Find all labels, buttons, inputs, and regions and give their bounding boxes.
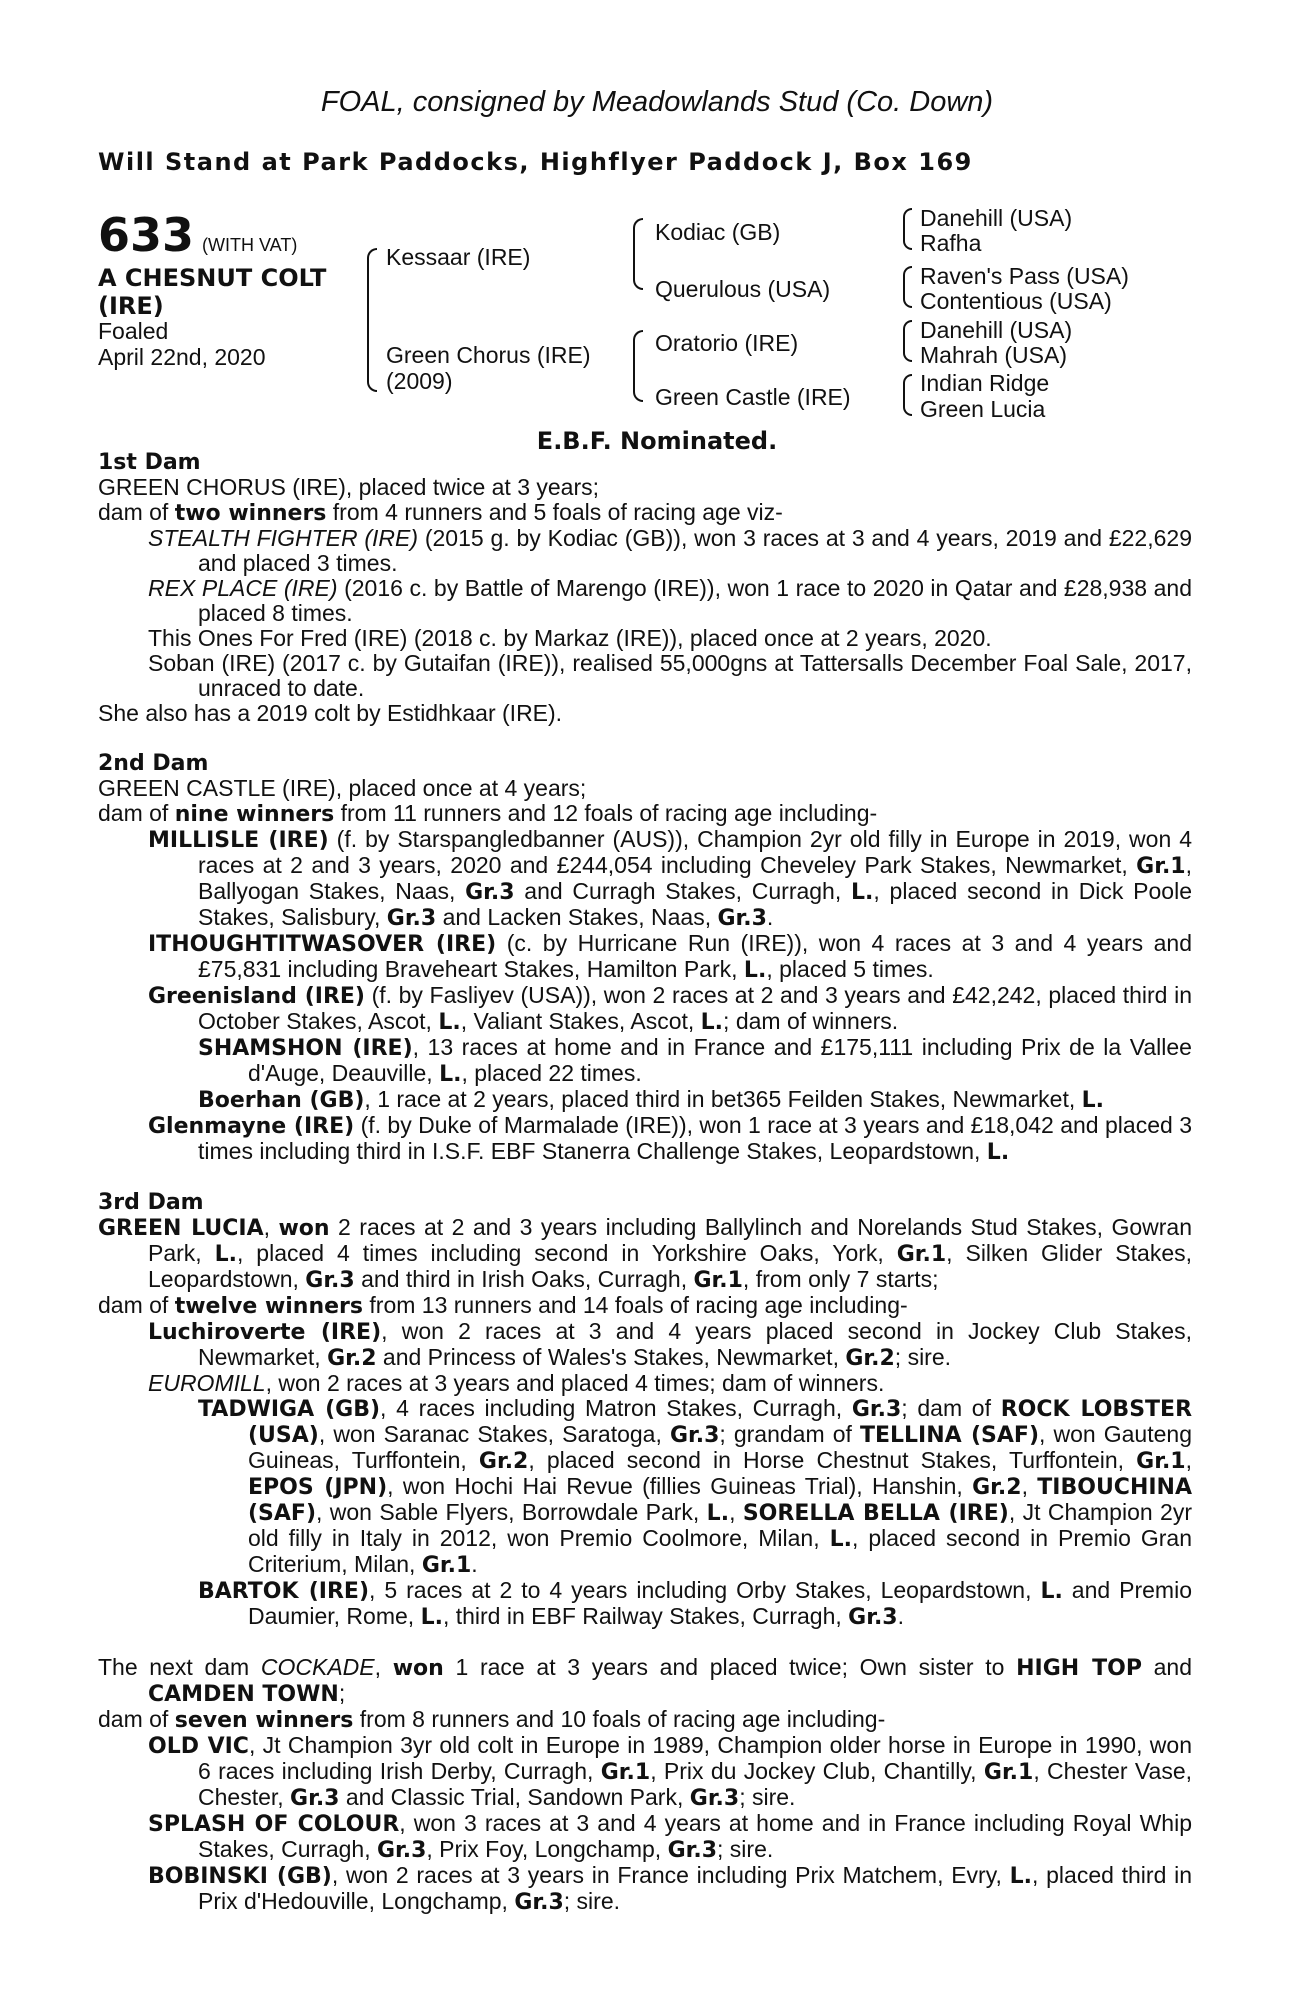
first-dam-line: GREEN CHORUS (IRE), placed twice at 3 years; bbox=[98, 474, 600, 500]
first-dam-closing: She also has a 2019 colt by Estidhkaar (IRE). bbox=[98, 700, 563, 726]
progeny-name: STEALTH FIGHTER (IRE) bbox=[148, 525, 419, 551]
ggp-6: Mahrah (USA) bbox=[920, 342, 1067, 368]
bracket-ggp-2 bbox=[903, 266, 912, 308]
foaled-date: April 22nd, 2020 bbox=[98, 344, 266, 370]
third-dam-heading: 3rd Dam bbox=[98, 1190, 204, 1215]
progeny-shamshon: SHAMSHON (IRE), 13 races at home and in France and £175,111 including Prix de la Vallee d'Auge, Deauville, L., placed 22 times. bbox=[198, 1034, 1192, 1087]
third-dam-green-lucia: GREEN LUCIA, won 2 races at 2 and 3 years including Ballylinch and Norelands Stud Stakes, Gowran Park, L., placed 4 times including second in Yorkshire Oaks, York, Gr.1, Silken Glider Stakes, Leopardstown, Gr.3 and third in Irish Oaks, Curragh, Gr.1, from only 7 starts; bbox=[98, 1214, 1192, 1293]
winners-count: two winners bbox=[174, 501, 327, 526]
sire: Kessaar (IRE) bbox=[386, 244, 531, 270]
stand-location: Will Stand at Park Paddocks, Highflyer Paddock J, Box 169 bbox=[98, 148, 973, 176]
third-dam-progeny-intro: dam of twelve winners from 13 runners and 14 foals of racing age including- bbox=[98, 1292, 908, 1319]
first-dam-progeny-intro: dam of two winners from 4 runners and 5 foals of racing age viz- bbox=[98, 499, 783, 526]
bracket-ggp-4 bbox=[903, 374, 912, 416]
second-dam-progeny-intro: dam of nine winners from 11 runners and 12 foals of racing age including- bbox=[98, 800, 878, 827]
second-dam-heading: 2nd Dam bbox=[98, 751, 209, 776]
progeny-luchiroverte: Luchiroverte (IRE), won 2 races at 3 and 4 years placed second in Jockey Club Stakes, Newmarket, Gr.2 and Princess of Wales's Stakes, Newmarket, Gr.2; sire. bbox=[148, 1318, 1192, 1371]
ebf-nominated: E.B.F. Nominated. bbox=[536, 427, 778, 455]
progeny-ithoughtitwasover: ITHOUGHTITWASOVER (IRE) (c. by Hurricane Run (IRE)), won 4 races at 3 and 4 years and £75,831 including Braveheart Stakes, Hamilton Park, L., placed 5 times. bbox=[148, 930, 1193, 983]
dam-sire: Oratorio (IRE) bbox=[655, 330, 799, 356]
catalogue-body bbox=[98, 450, 1192, 1915]
foaled-label: Foaled bbox=[98, 318, 169, 344]
ggp-7: Indian Ridge bbox=[920, 370, 1050, 396]
sire-dam: Querulous (USA) bbox=[655, 276, 831, 302]
progeny-splash-of-colour: SPLASH OF COLOUR, won 3 races at 3 and 4 years at home and in France including Royal Whip Stakes, Curragh, Gr.3, Prix Foy, Longchamp, Gr.3; sire. bbox=[148, 1810, 1192, 1863]
progeny-entry: Soban (IRE) (2017 c. by Gutaifan (IRE)), realised 55,000gns at Tattersalls December Foal Sale, 2017, unraced to date. bbox=[148, 650, 1192, 701]
ggp-4: Contentious (USA) bbox=[920, 288, 1112, 314]
bracket-main bbox=[367, 248, 377, 392]
ggp-1: Danehill (USA) bbox=[920, 205, 1073, 231]
lot-description-line2: (IRE) bbox=[98, 292, 164, 320]
progeny-bobinski: BOBINSKI (GB), won 2 races at 3 years in France including Prix Matchem, Evry, L., placed third in Prix d'Hedouville, Longchamp, Gr.3; sire. bbox=[148, 1862, 1192, 1915]
ggp-3: Raven's Pass (USA) bbox=[920, 263, 1129, 289]
progeny-old-vic: OLD VIC, Jt Champion 3yr old colt in Europe in 1989, Champion older horse in Europe in 1990, won 6 races including Irish Derby, Curragh, Gr.1, Prix du Jockey Club, Chantilly, Gr.1, Chester Vase, Chester, Gr.3 and Classic Trial, Sandown Park, Gr.3; sire. bbox=[148, 1732, 1193, 1811]
ggp-5: Danehill (USA) bbox=[920, 317, 1073, 343]
bracket-ggp-1 bbox=[903, 208, 912, 250]
bracket-ggp-3 bbox=[903, 320, 912, 362]
sire-sire: Kodiac (GB) bbox=[655, 219, 781, 245]
progeny-glenmayne: Glenmayne (IRE) (f. by Duke of Marmalade (IRE)), won 1 race at 3 years and £18,042 and placed 3 times including third in I.S.F. EBF Stanerra Challenge Stakes, Leopardstown, L. bbox=[148, 1112, 1193, 1165]
first-dam-heading: 1st Dam bbox=[98, 450, 201, 475]
progeny-entry: STEALTH FIGHTER (IRE) (2015 g. by Kodiac (GB)), won 3 races at 3 and 4 years, 2019 and £22,629 and placed 3 times. bbox=[148, 525, 1192, 576]
lot-description-line1: A CHESNUT COLT bbox=[98, 264, 327, 292]
progeny-entry: This Ones For Fred (IRE) (2018 c. by Markaz (IRE)), placed once at 2 years, 2020. bbox=[148, 625, 992, 651]
progeny-millisle: MILLISLE (IRE) (f. by Starspangledbanner (AUS)), Champion 2yr old filly in Europe in 2019, won 4 races at 2 and 3 years, 2020 and £244,054 including Cheveley Park Stakes, Newmarket, Gr.1, Ballyogan Stakes, Naas, Gr.3 and Curragh Stakes, Curragh, L., placed second in Dick Poole Stakes, Salisbury, Gr.3 and Lacken Stakes, Naas, Gr.3. bbox=[148, 826, 1193, 931]
dam: Green Chorus (IRE) bbox=[386, 342, 591, 368]
next-dam-progeny-intro: dam of seven winners from 8 runners and 10 foals of racing age including- bbox=[98, 1706, 886, 1733]
lot-description bbox=[98, 264, 358, 320]
bracket-dam bbox=[633, 330, 643, 402]
dam-year: (2009) bbox=[386, 368, 453, 394]
lot-number bbox=[98, 208, 297, 262]
consignment-line: FOAL, consigned by Meadowlands Stud (Co. Down) bbox=[320, 86, 994, 118]
progeny-bartok: BARTOK (IRE), 5 races at 2 to 4 years including Orby Stakes, Leopardstown, L. and Premio Daumier, Rome, L., third in EBF Railway Stakes, Curragh, Gr.3. bbox=[198, 1577, 1192, 1630]
lot-number-value: 633 bbox=[98, 208, 195, 262]
progeny-tadwiga: TADWIGA (GB), 4 races including Matron Stakes, Curragh, Gr.3; dam of ROCK LOBSTER (USA), won Saranac Stakes, Saratoga, Gr.3; grandam of TELLINA (SAF), won Gauteng Guineas, Turffontein, Gr.2, placed second in Horse Chestnut Stakes, Turffontein, Gr.1, EPOS (JPN), won Hochi Hai Revue (fillies Guineas Trial), Hanshin, Gr.2, TIBOUCHINA (SAF), won Sable Flyers, Borrowdale Park, L., SORELLA BELLA (IRE), Jt Champion 2yr old filly in Italy in 2012, won Premio Coolmore, Milan, L., placed second in Premio Gran Criterium, Milan, Gr.1. bbox=[198, 1395, 1193, 1578]
vat-note: (WITH VAT) bbox=[202, 235, 298, 255]
second-dam-line: GREEN CASTLE (IRE), placed once at 4 years; bbox=[98, 775, 587, 801]
progeny-boerhan: Boerhan (GB), 1 race at 2 years, placed third in bet365 Feilden Stakes, Newmarket, L. bbox=[198, 1086, 1105, 1113]
progeny-euromill: EUROMILL, won 2 races at 3 years and placed 4 times; dam of winners. bbox=[148, 1370, 885, 1396]
next-dam-intro: The next dam COCKADE, won 1 race at 3 years and placed twice; Own sister to HIGH TOP and CAMDEN TOWN; bbox=[98, 1654, 1193, 1707]
ggp-8: Green Lucia bbox=[920, 396, 1046, 422]
progeny-entry: REX PLACE (IRE) (2016 c. by Battle of Marengo (IRE)), won 1 race to 2020 in Qatar and £28,938 and placed 8 times. bbox=[148, 575, 1192, 626]
progeny-greenisland: Greenisland (IRE) (f. by Fasliyev (USA)), won 2 races at 2 and 3 years and £42,242, placed third in October Stakes, Ascot, L., Valiant Stakes, Ascot, L.; dam of winners. bbox=[148, 982, 1192, 1035]
ggp-2: Rafha bbox=[920, 230, 982, 256]
progeny-name: REX PLACE (IRE) bbox=[148, 575, 338, 601]
bracket-sire bbox=[633, 218, 643, 290]
dam-dam: Green Castle (IRE) bbox=[655, 384, 851, 410]
